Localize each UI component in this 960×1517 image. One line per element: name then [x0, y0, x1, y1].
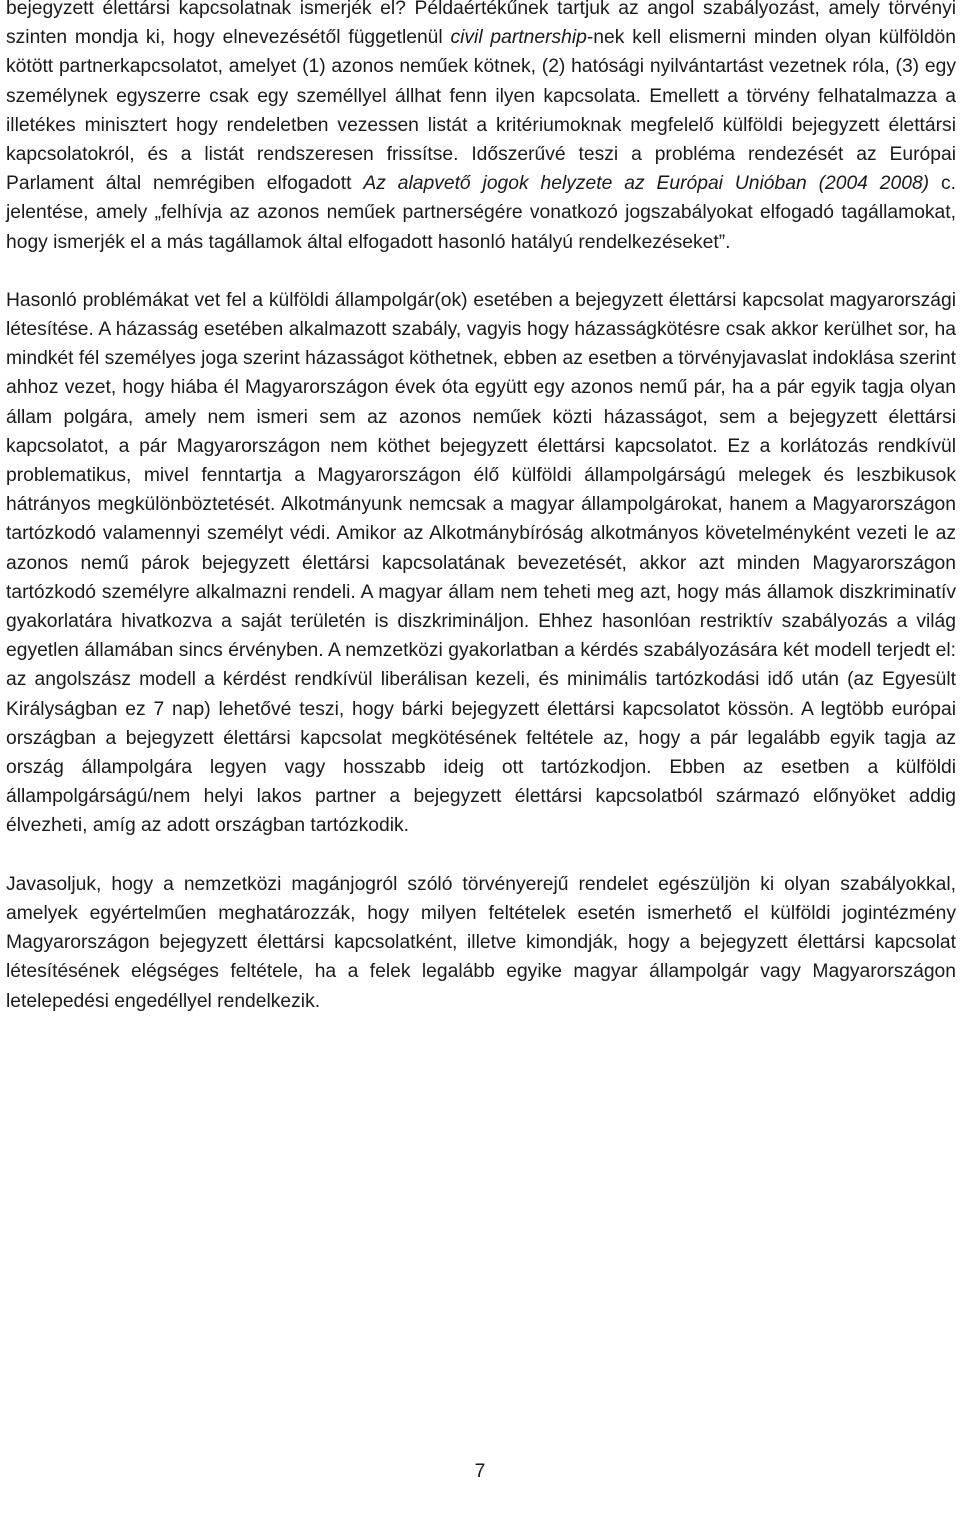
italic-report-title: Az alapvető jogok helyzete az Európai Unióban (2004 2008): [363, 173, 930, 195]
text-segment: bejegyzett élettársi kapcsolatnak ismerjék el? Példaértékűnek tartjuk az angol szabályozást, amely törvényi szinten mondja ki, hogy elnevezésétől függetlenül: [6, 0, 956, 49]
italic-term: civil partnership: [450, 27, 587, 49]
paragraph-2: [6, 286, 956, 841]
text-segment: Javasoljuk, hogy a nemzetközi magánjogról szóló törvényerejű rendelet egészüljön ki olyan szabályokkal, amelyek egyértelműen meghatározzák, hogy milyen feltételek esetén ismerhető el külföldi jogintézmény Magyarországon bejegyzett élettársi kapcsolatként, illetve kimondják, hogy a bejegyzett élettársi kapcsolat létesítésének elégséges feltétele, ha a felek legalább egyike magyar állampolgár vagy Magyarországon letelepedési engedéllyel rendelkezik.: [6, 873, 956, 1012]
text-segment: -nek kell elismerni minden olyan külföldön kötött partnerkapcsolatot, amelyet (1) azonos neműek kötnek, (2) hatósági nyilvántartást vezetnek róla, (3) egy személynek egyszerre csak egy személlyel állhat fenn ilyen kapcsolata. Emellett a törvény felhatalmazza a illetékes minisztert hogy rendeletben vezessen listát a kritériumoknak megfelelő külföldi bejegyzett élettársi kapcsolatokról, és a listát rendszeresen frissítse. Időszerűvé teszi a probléma rendezését az Európai Parlament által nemrégiben elfogadott: [6, 27, 956, 195]
paragraph-1: [6, 0, 956, 257]
document-page: [6, 0, 956, 1016]
text-segment: c. jelentése, amely „felhívja az azonos neműek partnerségére vonatkozó jogszabályokat elfogadó tagállamokat, hogy ismerjék el a más tagállamok által elfogadott hasonló hatályú rendelkezéseket”.: [6, 173, 957, 253]
text-segment: Hasonló problémákat vet fel a külföldi állampolgár(ok) esetében a bejegyzett élettársi kapcsolat magyarországi létesítése. A házasság esetében alkalmazott szabály, vagyis hogy házasságkötésre csak akkor kerülhet sor, ha mindkét fél személyes joga szerint házasságot köthetnek, ebben az esetben a törvényjavaslat indoklása szerint ahhoz vezet, hogy hiába él Magyarországon évek óta együtt egy azonos nemű pár, ha a pár egyik tagja olyan állam polgára, amely nem ismeri sem az azonos neműek közti házasságot, sem a bejegyzett élettársi kapcsolatot, a pár Magyarországon nem köthet bejegyzett élettársi kapcsolatot. Ez a korlátozás rendkívül problematikus, mivel fenntartja a Magyarországon élő külföldi állampolgárságú melegek és leszbikusok hátrányos megkülönböztetését. Alkotmányunk nemcsak a magyar állampolgárokat, hanem a Magyarországon tartózkodó valamennyi személyt védi. Amikor az Alkotmánybíróság alkotmányos követelményként vezeti le az azonos nemű párok bejegyzett élettársi kapcsolatának bevezetését, akkor azt minden Magyarországon tartózkodó személyre alkalmazni rendeli. A magyar állam nem teheti meg azt, hogy más államok diszkriminatív gyakorlatára hivatkozva a saját területén is diszkrimináljon. Ehhez hasonlóan restriktív szabályozás a világ egyetlen államában sincs érvényben. A nemzetközi gyakorlatban a kérdés szabályozására két modell terjedt el: az angolszász modell a kérdést rendkívül liberálisan kezeli, és minimális tartózkodási idő után (az Egyesült Királyságban ez 7 nap) lehetővé teszi, hogy bárki bejegyzett élettársi kapcsolatot kössön. A legtöbb európai országban a bejegyzett élettársi kapcsolat megkötésének feltétele az, hogy a pár legalább egyik tagja az ország állampolgára legyen vagy hosszabb ideig ott tartózkodjon. Ebben az esetben a külföldi állampolgárságú/nem helyi lakos partner a bejegyzett élettársi kapcsolatból származó előnyöket addig élvezheti, amíg az adott országban tartózkodik.: [6, 289, 956, 837]
paragraph-3: [6, 870, 956, 1016]
page-number: 7: [474, 1461, 486, 1482]
